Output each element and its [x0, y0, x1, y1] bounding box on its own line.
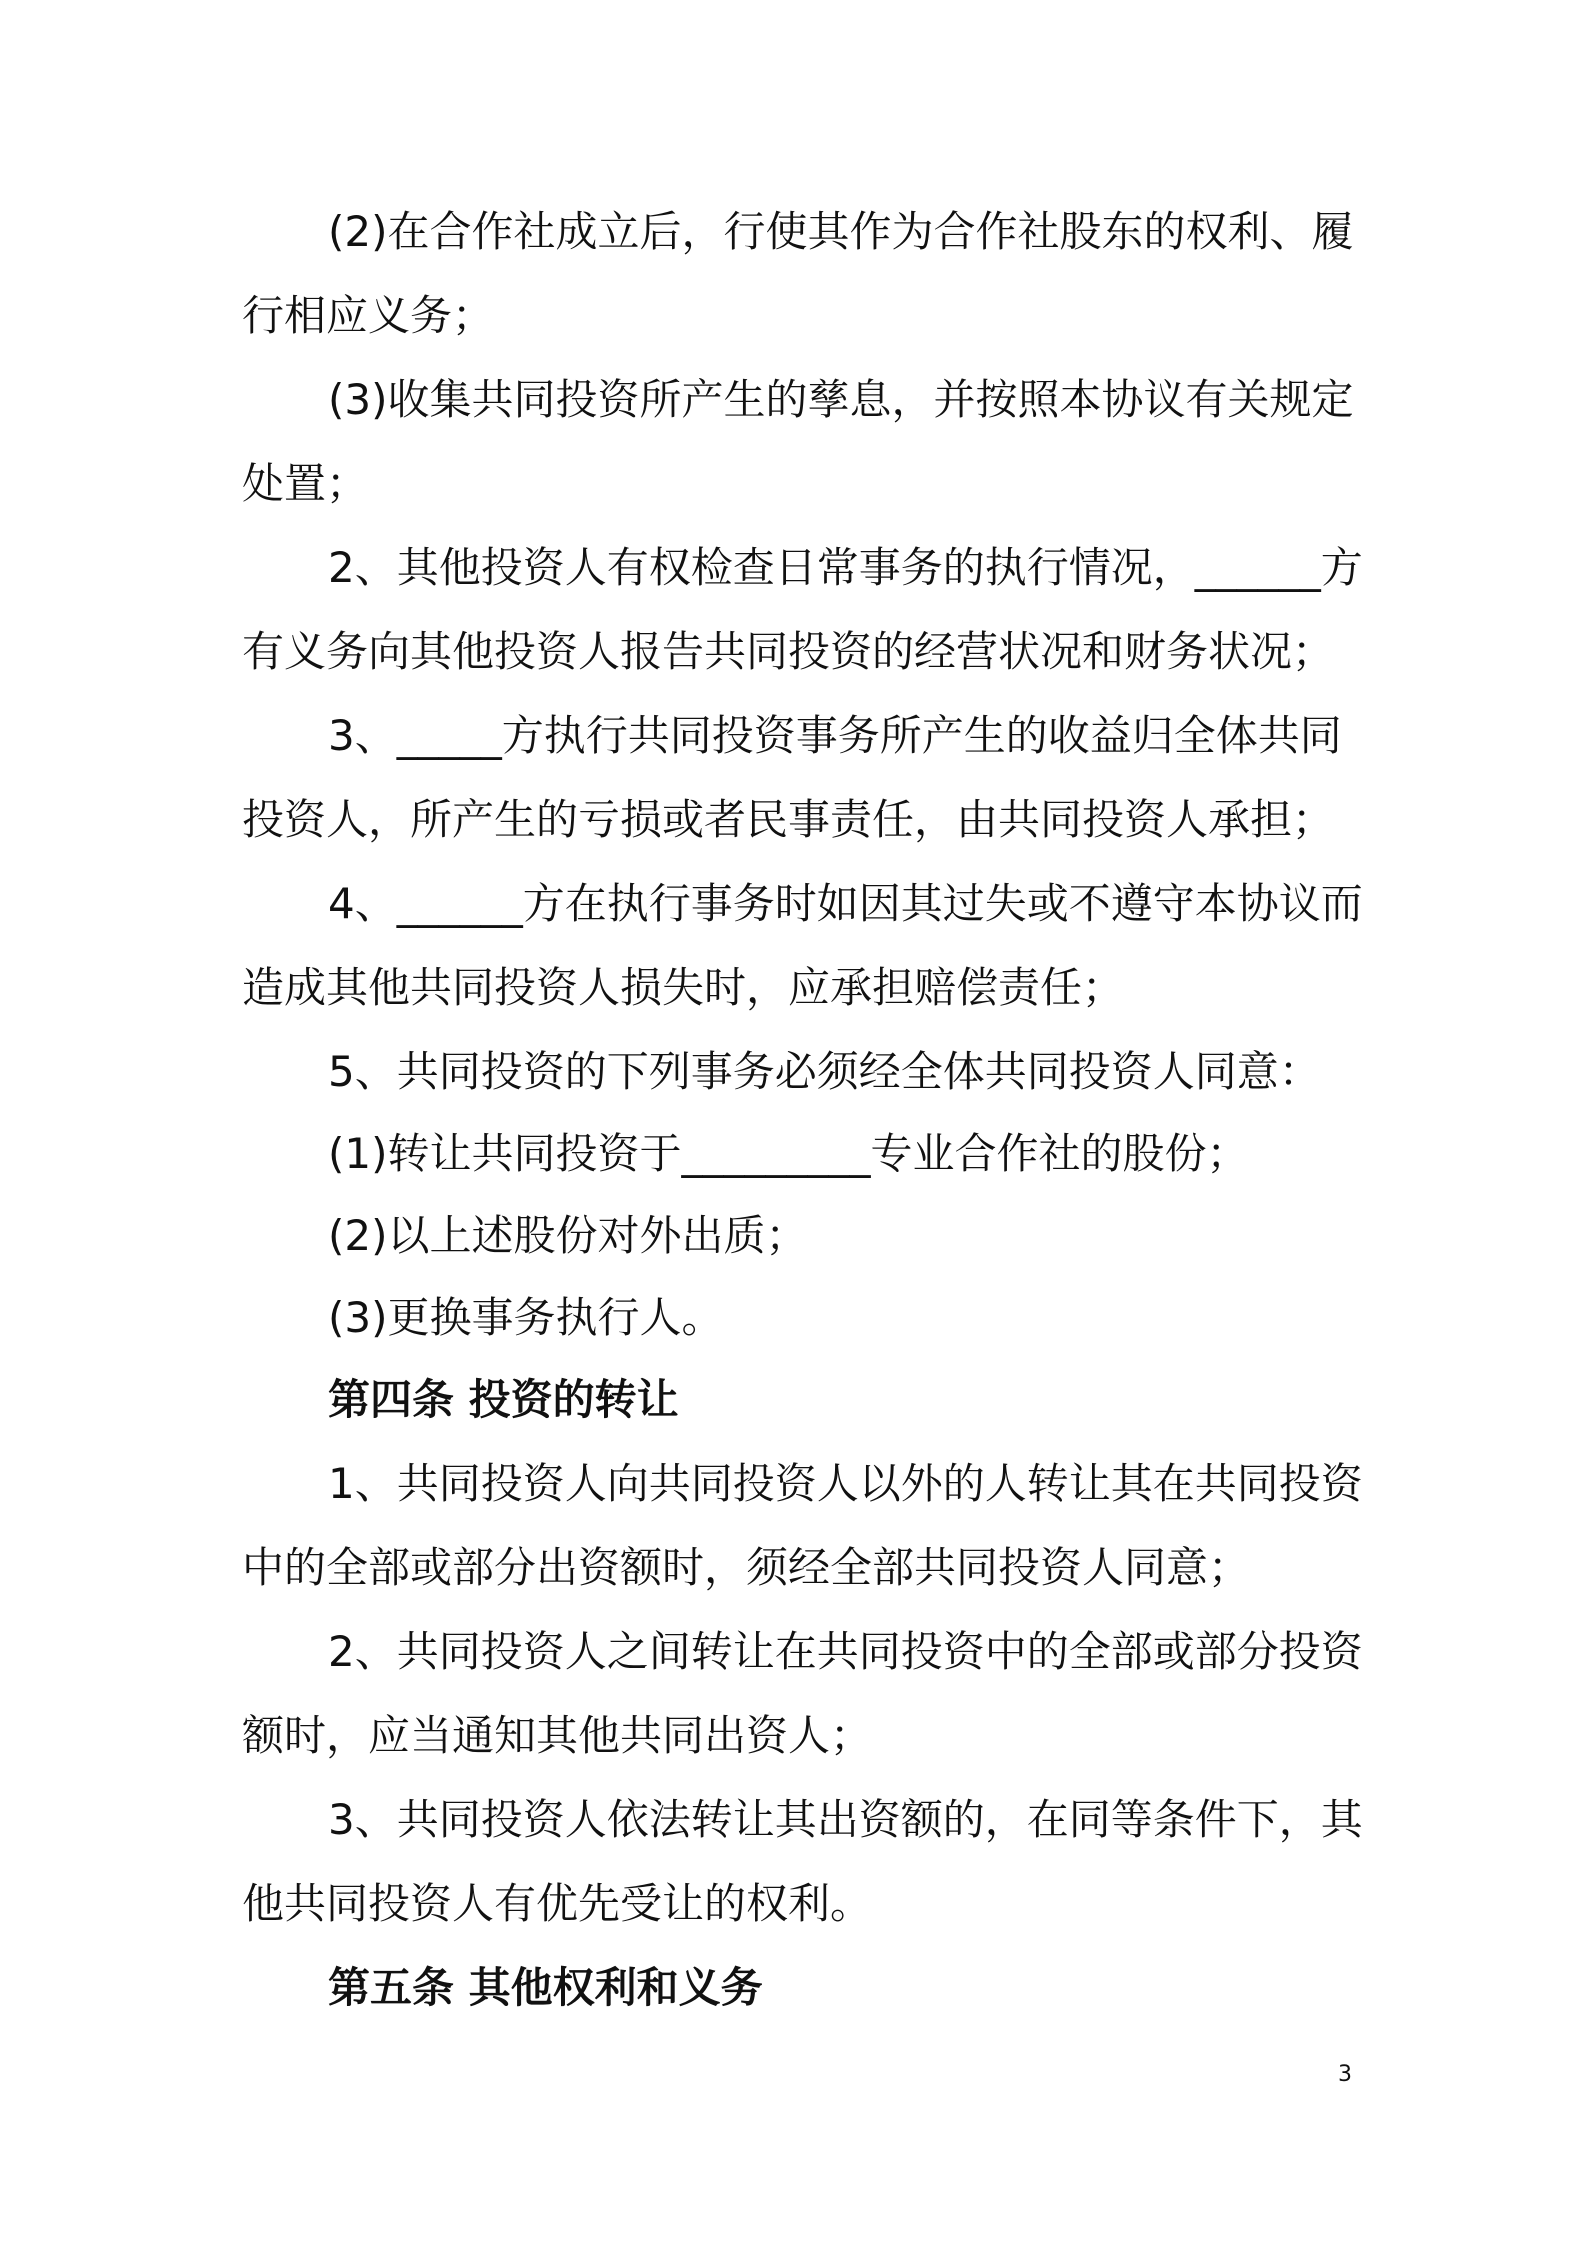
paragraph-clause-4: 4、______方在执行事务时如因其过失或不遵守本协议而造成其他共同投资人损失时，应承担赔偿责任； — [242, 879, 1363, 1012]
section-heading-article-4: 第四条 投资的转让 — [328, 1375, 679, 1424]
paragraph-item-5-2: (2)以上述股份对外出质； — [328, 1211, 808, 1260]
paragraph-clause-5: 5、共同投资的下列事务必须经全体共同投资人同意： — [328, 1047, 1321, 1096]
page-number: 3 — [1338, 2062, 1352, 2087]
paragraph-item-5-1: (1)转让共同投资于_________专业合作社的股份； — [328, 1129, 1249, 1178]
paragraph-item-2-2: (2)在合作社成立后，行使其作为合作社股东的权利、履行相应义务； — [242, 207, 1354, 340]
paragraph-transfer-3: 3、共同投资人依法转让其出资额的，在同等条件下，其他共同投资人有优先受让的权利。 — [242, 1795, 1363, 1928]
paragraph-item-2-3: (3)收集共同投资所产生的孳息，并按照本协议有关规定处置； — [242, 375, 1354, 508]
paragraph-item-5-3: (3)更换事务执行人。 — [328, 1293, 724, 1342]
paragraph-transfer-1: 1、共同投资人向共同投资人以外的人转让其在共同投资中的全部或部分出资额时，须经全部共同投资人同意； — [242, 1459, 1363, 1592]
section-heading-article-5: 第五条 其他权利和义务 — [328, 1963, 763, 2012]
paragraph-clause-2: 2、其他投资人有权检查日常事务的执行情况，______方有义务向其他投资人报告共同投资的经营状况和财务状况； — [242, 543, 1363, 676]
paragraph-transfer-2: 2、共同投资人之间转让在共同投资中的全部或部分投资额时，应当通知其他共同出资人； — [242, 1627, 1363, 1760]
paragraph-clause-3: 3、_____方执行共同投资事务所产生的收益归全体共同投资人，所产生的亏损或者民事责任，由共同投资人承担； — [242, 711, 1342, 844]
